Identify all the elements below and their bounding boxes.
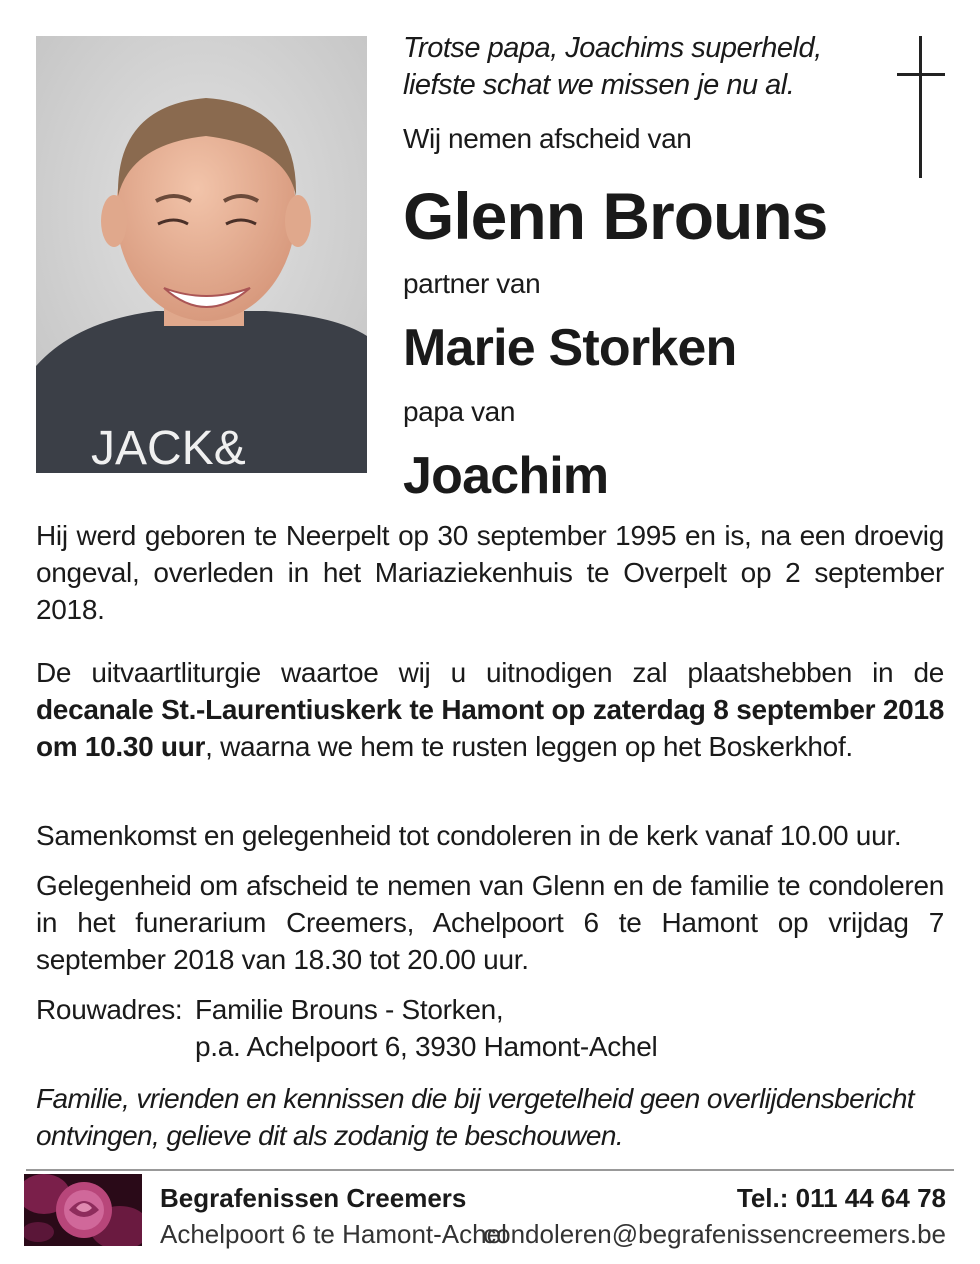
viewing-paragraph: Gelegenheid om afscheid te nemen van Glenn en de familie te condoleren in het funerarium Creemers, Achelpoort 6 te Hamont op vrijdag 7 september 2018 van 18.30 tot 20.00 uur. (36, 870, 944, 975)
address-label: Rouwadres: (36, 994, 183, 1025)
partner-name: Marie Storken (403, 319, 737, 377)
funeral-home-contact (483, 1180, 946, 1252)
portrait-photo (36, 36, 367, 473)
deceased-name: Glenn Brouns (403, 179, 828, 253)
company-email[interactable]: condoleren@begrafenissencreemers.be (483, 1219, 946, 1249)
liturgy-intro: De uitvaartliturgie waartoe wij u uitnodigen zal plaatshebben in de (36, 657, 944, 688)
rose-image (24, 1174, 142, 1246)
quote-block (403, 30, 883, 104)
address-line-2: p.a. Achelpoort 6, 3930 Hamont-Achel (195, 1031, 658, 1062)
notice-paragraph: Familie, vrienden en kennissen die bij vergetelheid geen overlijdensbericht ontvingen, gelieve dit als zodanig te beschouwen. (36, 1083, 914, 1151)
company-address: Achelpoort 6 te Hamont-Achel (160, 1219, 507, 1249)
shirt-text: JACK& (91, 422, 246, 473)
gathering-paragraph: Samenkomst en gelegenheid tot condoleren in de kerk vanaf 10.00 uur. (36, 820, 902, 851)
liturgy-location: decanale St.-Laurentiuskerk te Hamont op zaterdag 8 september 2018 om 10.30 uur (36, 694, 944, 762)
funeral-home-info (160, 1180, 507, 1252)
cross-icon (897, 36, 945, 178)
liturgy-rest: , waarna we hem te rusten leggen op het Boskerkhof. (205, 731, 853, 762)
company-phone: Tel.: 011 44 64 78 (736, 1183, 946, 1213)
farewell-intro: Wij nemen afscheid van (403, 123, 692, 154)
mourning-address (36, 991, 657, 1065)
father-label: papa van (403, 396, 516, 427)
quote-line-2: liefste schat we missen je nu al. (403, 69, 795, 101)
quote-line-1: Trotse papa, Joachims superheld, (403, 32, 822, 64)
footer-divider (26, 1169, 954, 1171)
company-name: Begrafenissen Creemers (160, 1183, 467, 1213)
liturgy-paragraph (36, 654, 944, 765)
child-name: Joachim (403, 447, 609, 505)
partner-label: partner van (403, 268, 541, 299)
birth-paragraph: Hij werd geboren te Neerpelt op 30 september 1995 en is, na een droevig ongeval, overleden in het Mariaziekenhuis te Overpelt op 2 september 2018. (36, 520, 944, 625)
address-line-1: Familie Brouns - Storken, (195, 994, 504, 1025)
